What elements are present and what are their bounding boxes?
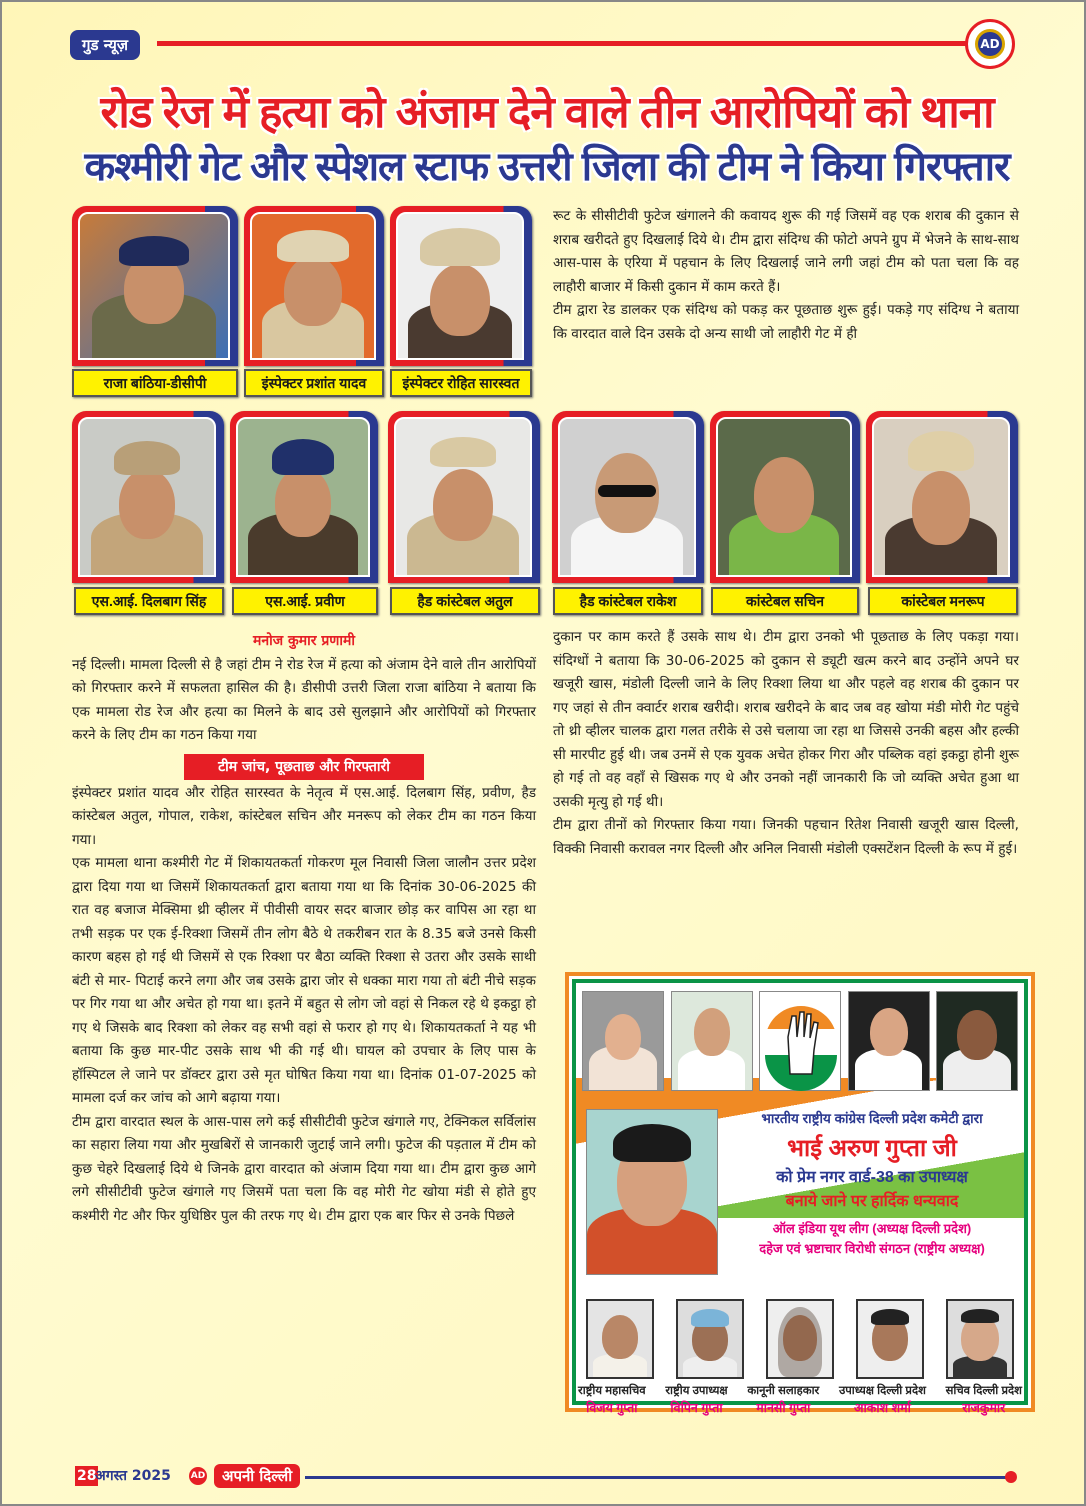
officer-photo-prashant (244, 206, 384, 366)
page-number: 28 (77, 1468, 97, 1484)
paragraph: दुकान पर काम करते हैं उसके साथ थे। टीम द्वारा उनको भी पूछताछ के लिए पकड़ा गया। संदिग्धों ने बताया कि 30-06-2025 को दुकान से ड्यूटी खत्म करने बाद उन्होंने अपने घर खजूरी खास, मंडोली दिल्ली जाने के लिए रिक्शा लिया था और पहले वह शराब की दुकान पर गए जहां से तीन क्वार्टर शराब खरीदी। शराब खरीदने के बाद जब वह खोया मंडी मोरी गेट पहुंचे तो थ्री व्हीलर चालक द्वारा गलत तरीके से उसे चलाया जा रहा था जिससे उनकी बहस और हल्की सी मारपीट हुई थी। जब उनमें से एक युवक अचेत होकर गिरा और पब्लिक वहां इकट्ठा होनी शुरू हो गई तो वह वहाँ से खिसक गए थे और उनको नहीं जानकारी कि जो व्यक्ति अचेत हुआ था उसकी मृत्यु हो गई थी। (553, 629, 1019, 810)
leader-photo (582, 991, 664, 1091)
ad-org-line-2: दहेज एवं भ्रष्टाचार विरोधी संगठन (राष्ट्रीय अध्यक्ष) (759, 1241, 985, 1256)
ad-org-line-1: ऑल इंडिया यूथ लीग (अध्यक्ष दिल्ली प्रदेश) (772, 1221, 972, 1236)
issue-date: अगस्त 2025 (95, 1468, 171, 1484)
paragraph: टीम द्वारा वारदात स्थल के आस-पास लगे कई सीसीटीवी फुटेज खंगाले गए, टेक्निकल सर्विलांस का सहारा लिया गया और मुखबिरों से जानकारी जुटाई जाने लगी। फुटेज की पड़ताल में टीम को कुछ चेहरे दिखलाई दिये थे जिनके द्वारा वारदात को अंजाम दिया गया था। टीम द्वारा कुछ आगे लगे सीसीटीवी फुटेज खंगाले गए जिसमें पता चला कि वह मोरी गेट खोया मंडी से होते हुए कश्मीरी गेट और फिर युधिष्ठिर पुल की तरफ गए थे। टीम द्वारा एक बार फिर से उनके पिछले (72, 1113, 536, 1224)
party-logo-hand-icon (759, 991, 841, 1091)
member-caption: कानूनी सलाहकार मानसी गुप्ता (747, 1385, 820, 1415)
member-photo (586, 1299, 654, 1379)
paragraph: इंस्पेक्टर प्रशांत यादव और रोहित सारस्वत के नेतृत्व में एस.आई. दिलबाग सिंह, प्रवीण, हैड कांस्टेबल अतुल, गोपाल, राकेश, कांस्टेबल सचिन और मनरूप को लेकर टीम का गठन किया गया। (72, 784, 536, 848)
officer-label: कांस्टेबल सचिन (711, 587, 859, 615)
officer-photo-sachin (710, 411, 860, 583)
article-column-right-top (553, 205, 1019, 346)
ad-position-line: को प्रेम नगर वार्ड-38 का उपाध्यक्ष (776, 1169, 968, 1186)
officer-photo-dilbag (72, 411, 224, 583)
member-photo (676, 1299, 744, 1379)
footer-rule (305, 1476, 1010, 1479)
honoree-photo (586, 1109, 718, 1275)
section-tag: गुड न्यूज़ (70, 30, 140, 60)
footer-dot (1005, 1471, 1017, 1483)
leader-photo (936, 991, 1018, 1091)
officer-label: राजा बांठिया-डीसीपी (72, 369, 238, 397)
officer-photo-dcp (72, 206, 238, 366)
member-photo (946, 1299, 1014, 1379)
officer-label: एस.आई. प्रवीण (232, 587, 378, 615)
officer-photo-atul (388, 411, 540, 583)
footer-logo-icon: AD (189, 1467, 207, 1485)
member-photo (766, 1299, 834, 1379)
member-caption: राष्ट्रीय महासचिव विजय गुप्ता (578, 1385, 646, 1415)
member-caption: उपाध्यक्ष दिल्ली प्रदेश आकाश शर्मा (838, 1385, 926, 1415)
article-column-right (553, 626, 1019, 861)
leader-photo (848, 991, 930, 1091)
logo-emblem-icon: AD (975, 29, 1005, 59)
officer-photo-manroop (866, 411, 1018, 583)
headline-line-1: रोड रेज में हत्या को अंजाम देने वाले तीन आरोपियों को थाना (100, 88, 994, 137)
publication-name: अपनी दिल्ली (214, 1464, 300, 1488)
byline: मनोज कुमार प्रणामी (252, 633, 356, 649)
paragraph: एक मामला थाना कश्मीरी गेट में शिकायतकर्ता गोकरण मूल निवासी जिला जालौन उत्तर प्रदेश द्वारा दिया गया था जिसमें शिकायतकर्ता द्वारा बताया गया था कि दिनांक 30-06-2025 की रात वह बजाज मेक्सिमा थ्री व्हीलर में पीवीसी वायर सदर बाजार छोड़ कर वापिस आ रहा था तभी सड़क पर एक ई-रिक्शा जिसमें तीन लोग बैठे थे तकरीबन रात के 8.35 बजे उनसे किसी कारण बहस हो गई थी जिसमें से एक रिक्शा पर बैठा व्यक्ति रिक्शा से उतरा और उसके साथी बंटी से मार- पिटाई करने लगा और जब उसके द्वारा जोर से धक्का मारा गया तो बंटी नीचे सड़क पर गिर गया था और अचेत हो गया था। इतने में बहुत से लोग जो वहां से निकल रहे थे इकट्ठा हो गए थे जिसके बाद रिक्शा को लेकर वह सभी वहां से फरार हो गए थे। शिकायतकर्ता ने यह भी बताया कि कुछ मार-पीट उसके साथ भी की गई थी। घायल को उपचार के लिए पास के हॉस्पिटल ले जाने पर डॉक्टर द्वारा उसे मृत घोषित किया गया था। दिनांक 01-07-2025 को मामला दर्ज कर जांच को आगे बढ़ाया गया। (72, 855, 536, 1106)
officer-label: एस.आई. दिलबाग सिंह (74, 587, 224, 615)
article-column-left (72, 630, 536, 1228)
paragraph: नई दिल्ली। मामला दिल्ली से है जहां टीम ने रोड रेज में हत्या को अंजाम देने वाले तीन आरोपियों को गिरफ्तार करने में सफलता हासिल की है। डीसीपी उत्तरी जिला राजा बांठिया ने बताया कि एक मामला रोड रेज और हत्या का मिलने के बाद उसे सुलझाने और आरोपियों को गिरफ्तार करने के लिए टीम का गठन किया गया (72, 656, 536, 743)
advertisement (565, 972, 1035, 1415)
officer-photo-rohit (390, 206, 532, 366)
officer-photo-rakesh (552, 411, 704, 583)
officer-label: इंस्पेक्टर रोहित सारस्वत (390, 369, 532, 397)
paragraph: टीम द्वारा रेड डालकर एक संदिग्ध को पकड़ कर पूछताछ शुरू हुई। पकड़े गए संदिग्ध ने बताया कि वारदात वाले दिन उसके दो अन्य साथी जो लाहौरी गेट में ही (553, 302, 1019, 342)
member-photo (856, 1299, 924, 1379)
paragraph: टीम द्वारा तीनों को गिरफ्तार किया गया। जिनकी पहचान रितेश निवासी खजूरी खास दिल्ली, विक्की निवासी करावल नगर दिल्ली और अनिल निवासी मंडोली एक्सटेंशन दिल्ली के रूप में हुई। (553, 817, 1019, 857)
ad-thanks-line: बनाये जाने पर हार्दिक धन्यवाद (785, 1193, 959, 1210)
ad-committee-line: भारतीय राष्ट्रीय कांग्रेस दिल्ली प्रदेश कमेटी द्वारा (761, 1111, 983, 1126)
officer-label: इंस्पेक्टर प्रशांत यादव (244, 369, 384, 397)
subheading: टीम जांच, पूछताछ और गिरफ्तारी (184, 754, 424, 780)
publication-logo (965, 19, 1015, 69)
headline-line-2: कश्मीरी गेट और स्पेशल स्टाफ उत्तरी जिला की टीम ने किया गिरफ्तार (84, 145, 1010, 189)
officer-label: हैड कांस्टेबल राकेश (553, 587, 703, 615)
member-caption: सचिव दिल्ली प्रदेश राजकुमार (945, 1385, 1022, 1415)
ad-honoree-name: भाई अरुण गुप्ता जी (787, 1135, 957, 1162)
officer-photo-praveen (230, 411, 378, 583)
paragraph: रूट के सीसीटीवी फुटेज खंगालने की कवायद शुरू की गई जिसमें वह एक शराब की दुकान से शराब खरीदते हुए दिखलाई दिये थे। टीम द्वारा संदिग्ध की फोटो अपने ग्रुप में भेजने के साथ-साथ आस-पास के एरिया में पहचान के लिए दिखलाई जाने लगी जहां टीम को पता चला कि वह लाहौरी बाजार में किसी दुकान में काम करते हैं। (553, 208, 1019, 295)
officer-label: कांस्टेबल मनरूप (868, 587, 1018, 615)
officer-label: हैड कांस्टेबल अतुल (390, 587, 540, 615)
header-rule (157, 41, 967, 46)
leader-photo (671, 991, 753, 1091)
member-caption: राष्ट्रीय उपाध्यक्ष विपिन गुप्ता (665, 1385, 728, 1415)
